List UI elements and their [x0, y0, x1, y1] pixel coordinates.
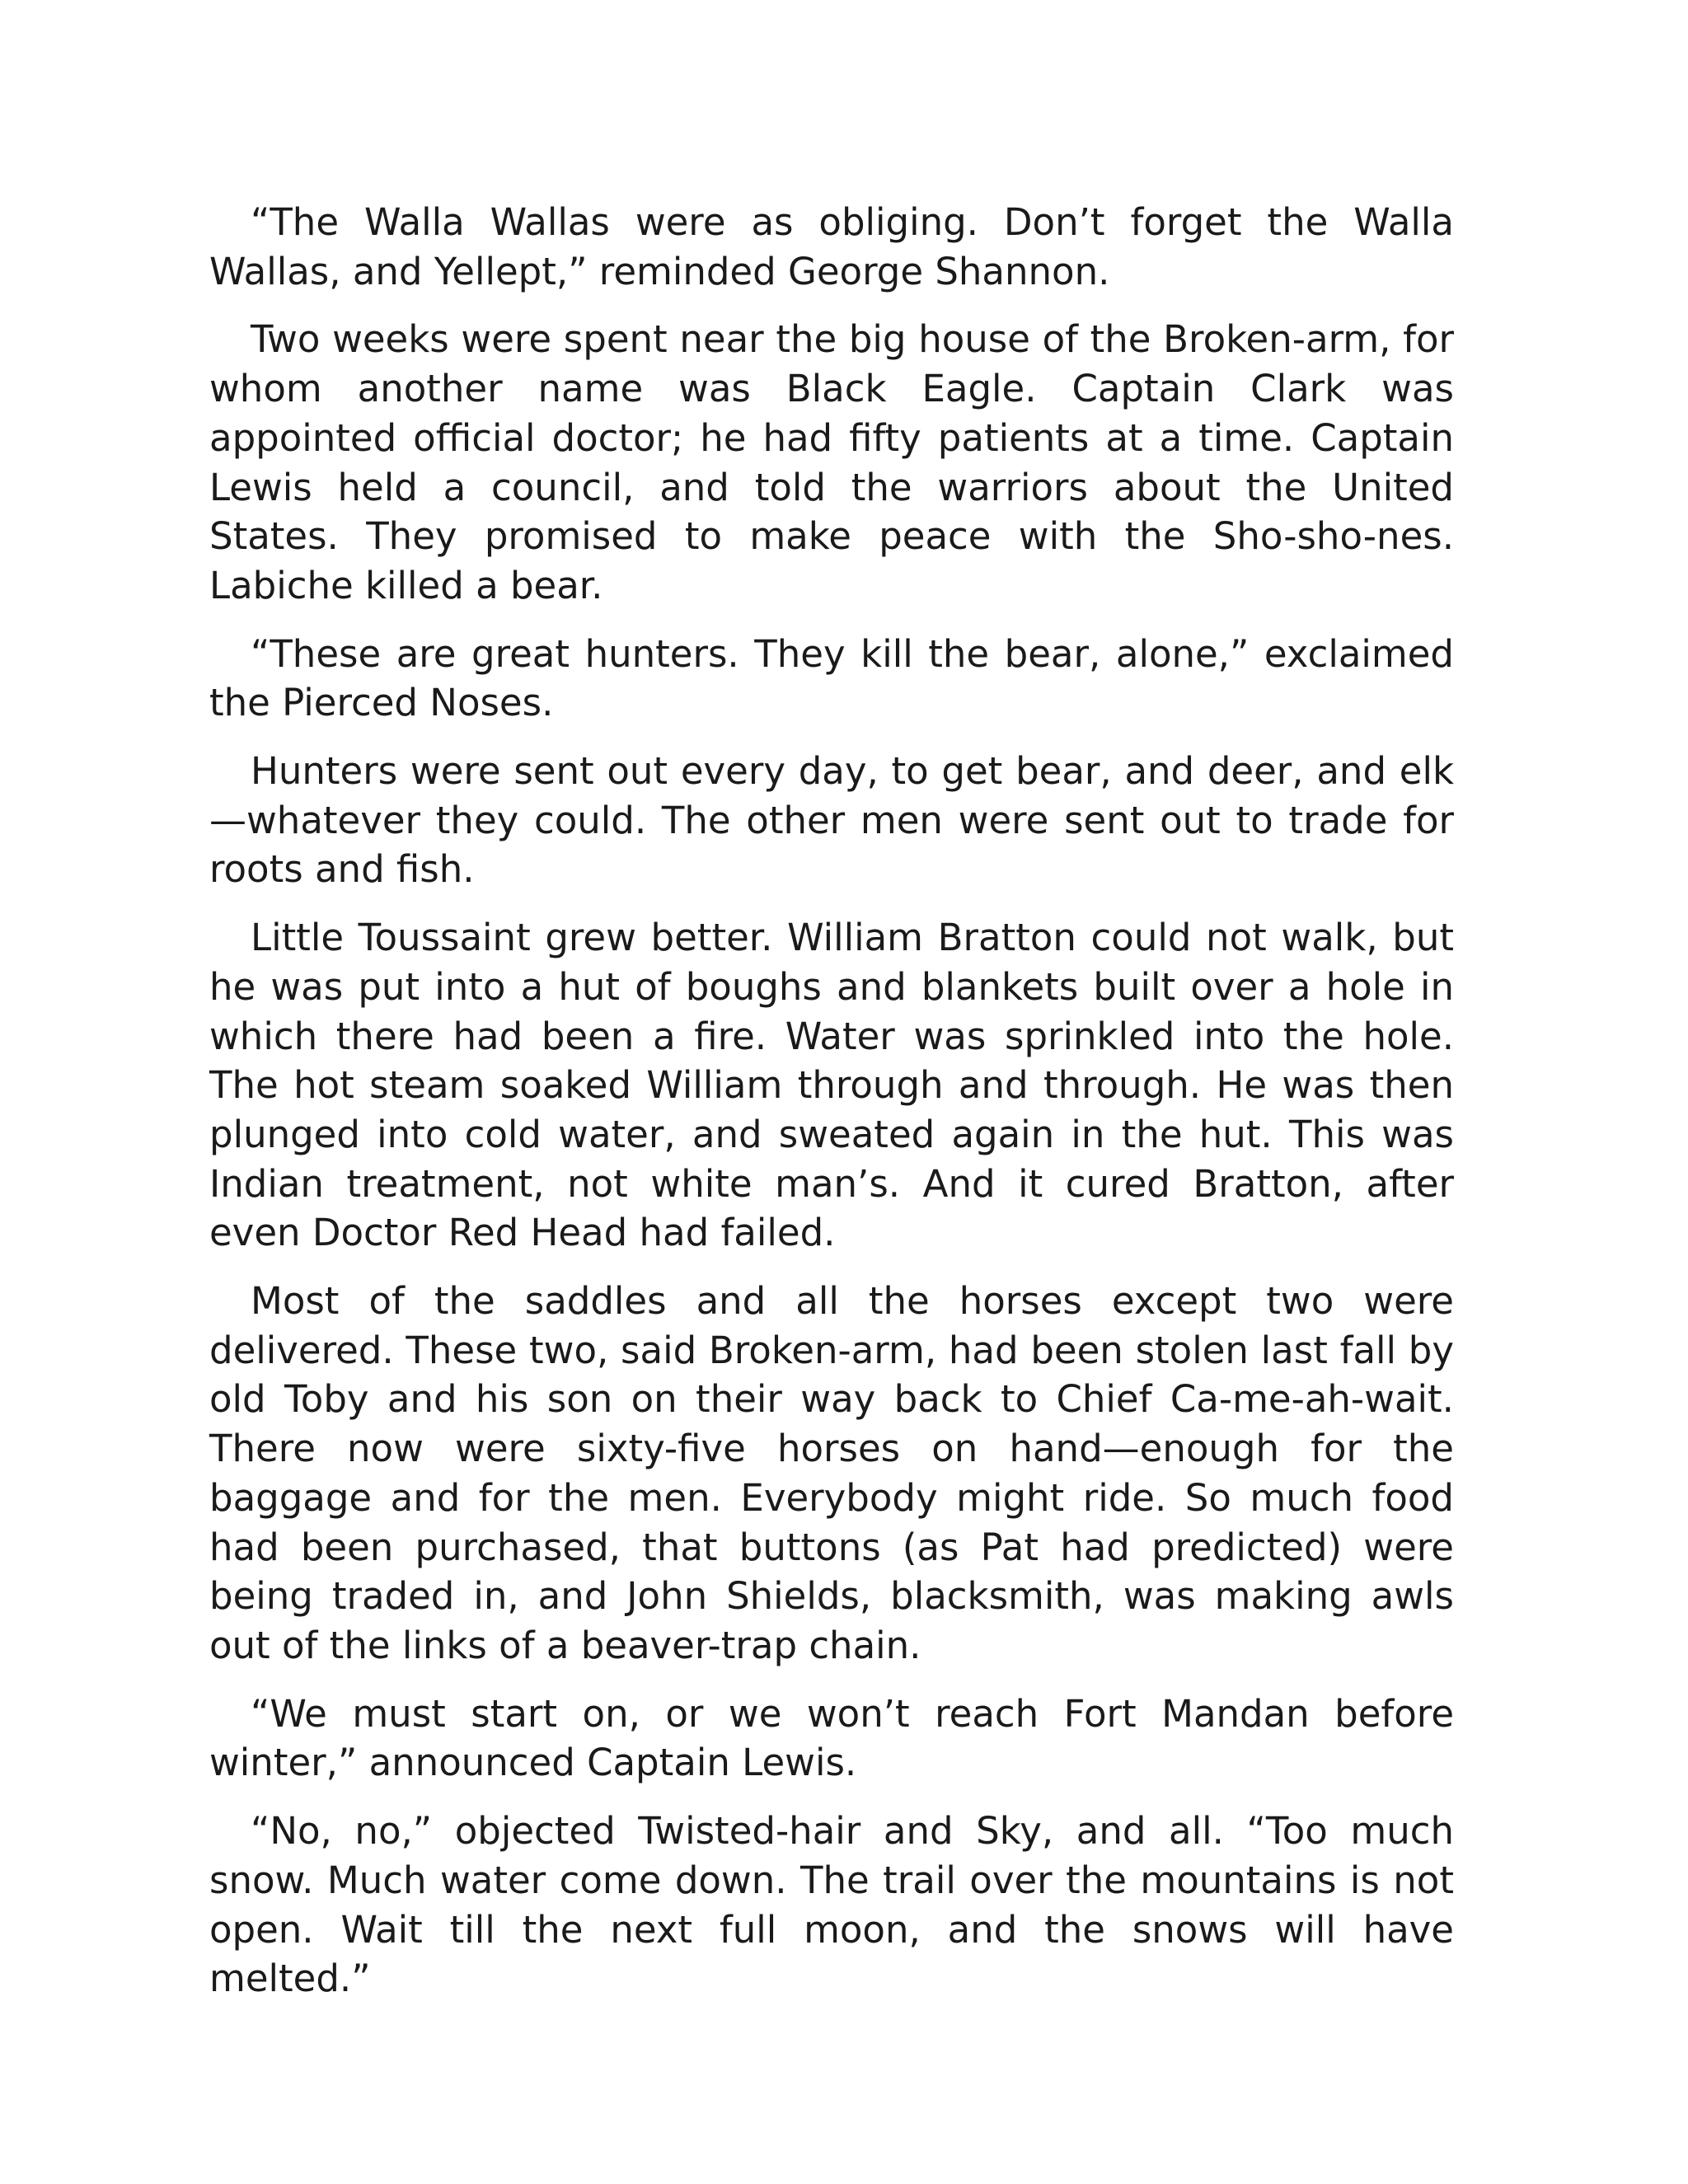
paragraph: “These are great hunters. They kill the bear, alone,” exclaimed the Pierced Noses.: [209, 631, 1454, 725]
page-body: [209, 198, 1454, 2004]
paragraph: Hunters were sent out every day, to get bear, and deer, and elk—whatever they could. The other men were sent out to trade for roots and fish.: [209, 749, 1454, 892]
paragraph: “No, no,” objected Twisted-hair and Sky, and all. “Too much snow. Much water come down. The trail over the mountains is not open. Wait till the next full moon, and the snows will have melted.”: [209, 1809, 1454, 2001]
paragraph: “The Walla Wallas were as obliging. Don’t forget the Walla Wallas, and Yellept,” reminded George Shannon.: [209, 200, 1454, 293]
paragraph: Two weeks were spent near the big house of the Broken-arm, for whom another name was Black Eagle. Captain Clark was appointed official doctor; he had fifty patients at a time. Captain Lewis held a council, and told the warriors about the United States. They promised to make peace with the Sho-sho-nes. Labiche killed a bear.: [209, 317, 1454, 607]
paragraph: “We must start on, or we won’t reach Fort Mandan before winter,” announced Captain Lewis.: [209, 1691, 1454, 1785]
paragraph: Little Toussaint grew better. William Bratton could not walk, but he was put into a hut of boughs and blankets built over a hole in which there had been a fire. Water was sprinkled into the hole. The hot steam soaked William through and through. He was then plunged into cold water, and sweated again in the hut. This was Indian treatment, not white man’s. And it cured Bratton, after even Doctor Red Head had failed.: [209, 916, 1454, 1255]
paragraph: Most of the saddles and all the horses except two were delivered. These two, said Broken-arm, had been stolen last fall by old Toby and his son on their way back to Chief Ca-me-ah-wait. There now were sixty-five horses on hand—enough for the baggage and for the men. Everybody might ride. So much food had been purchased, that buttons (as Pat had predicted) were being traded in, and John Shields, blacksmith, was making awls out of the links of a beaver-trap chain.: [209, 1279, 1454, 1667]
